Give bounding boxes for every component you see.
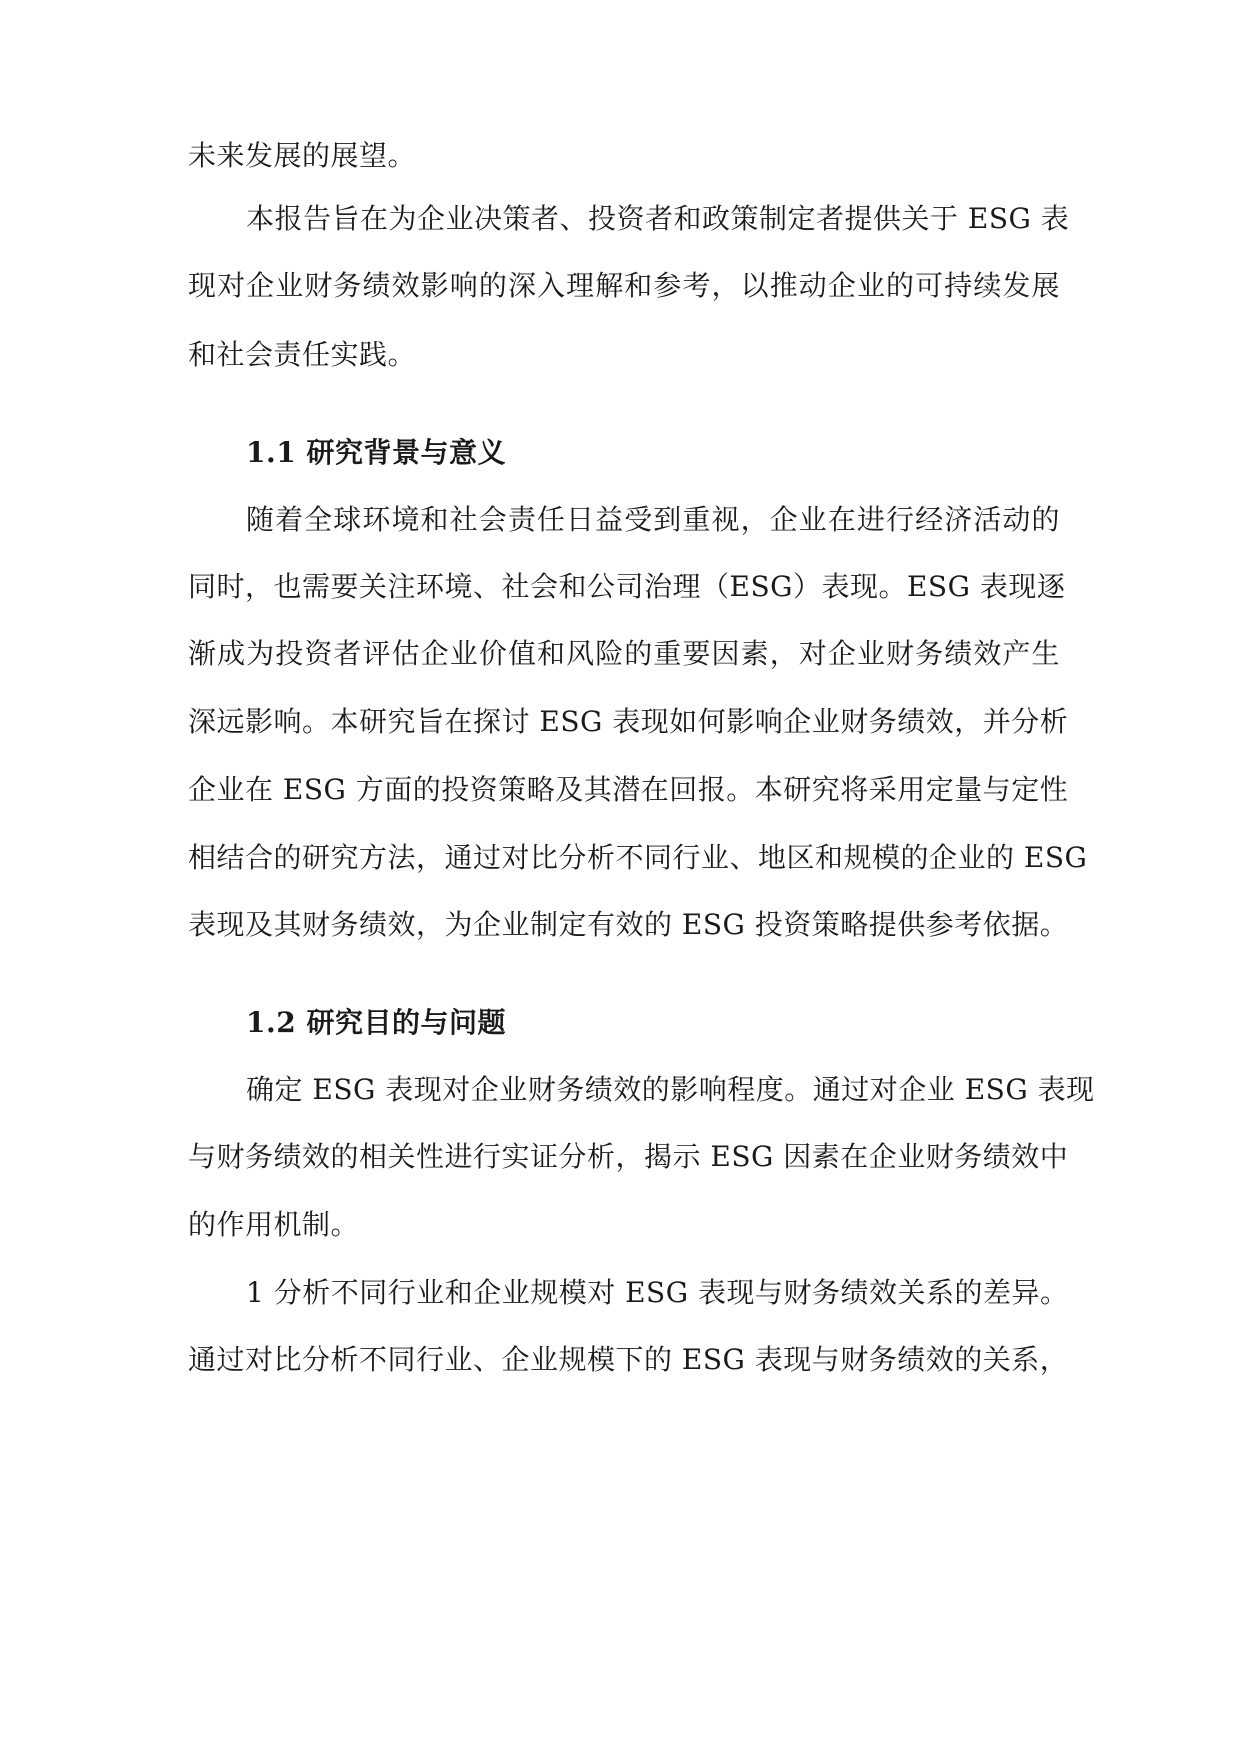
section-1-1-heading: 1.1 研究背景与意义 [246, 436, 506, 469]
item-1-line-1: 1 分析不同行业和企业规模对 ESG 表现与财务绩效关系的差异。 [246, 1276, 1069, 1309]
intro-tail-line: 未来发展的展望。 [188, 139, 417, 172]
background-line-4: 深远影响。本研究旨在探讨 ESG 表现如何影响企业财务绩效，并分析 [188, 705, 1069, 738]
purpose-question-line-2: 与财务绩效的相关性进行实证分析，揭示 ESG 因素在企业财务绩效中 [188, 1140, 1069, 1173]
purpose-line-3: 和社会责任实践。 [188, 338, 417, 371]
background-line-3: 渐成为投资者评估企业价值和风险的重要因素，对企业财务绩效产生 [188, 637, 1060, 670]
section-1-2-heading: 1.2 研究目的与问题 [246, 1006, 506, 1039]
purpose-line-1: 本报告旨在为企业决策者、投资者和政策制定者提供关于 ESG 表 [246, 202, 1070, 235]
purpose-question-line-3: 的作用机制。 [188, 1208, 360, 1241]
item-1-line-2: 通过对比分析不同行业、企业规模下的 ESG 表现与财务绩效的关系， [188, 1343, 1069, 1376]
background-line-6: 相结合的研究方法，通过对比分析不同行业、地区和规模的企业的 ESG [188, 841, 1088, 874]
background-line-5: 企业在 ESG 方面的投资策略及其潜在回报。本研究将采用定量与定性 [188, 773, 1069, 806]
background-line-1: 随着全球环境和社会责任日益受到重视，企业在进行经济活动的 [246, 503, 1060, 536]
background-line-7: 表现及其财务绩效，为企业制定有效的 ESG 投资策略提供参考依据。 [188, 908, 1069, 941]
background-line-2: 同时，也需要关注环境、社会和公司治理（ESG）表现。ESG 表现逐 [188, 570, 1066, 603]
purpose-question-line-1: 确定 ESG 表现对企业财务绩效的影响程度。通过对企业 ESG 表现 [246, 1073, 1095, 1106]
purpose-line-2: 现对企业财务绩效影响的深入理解和参考，以推动企业的可持续发展 [188, 269, 1060, 302]
